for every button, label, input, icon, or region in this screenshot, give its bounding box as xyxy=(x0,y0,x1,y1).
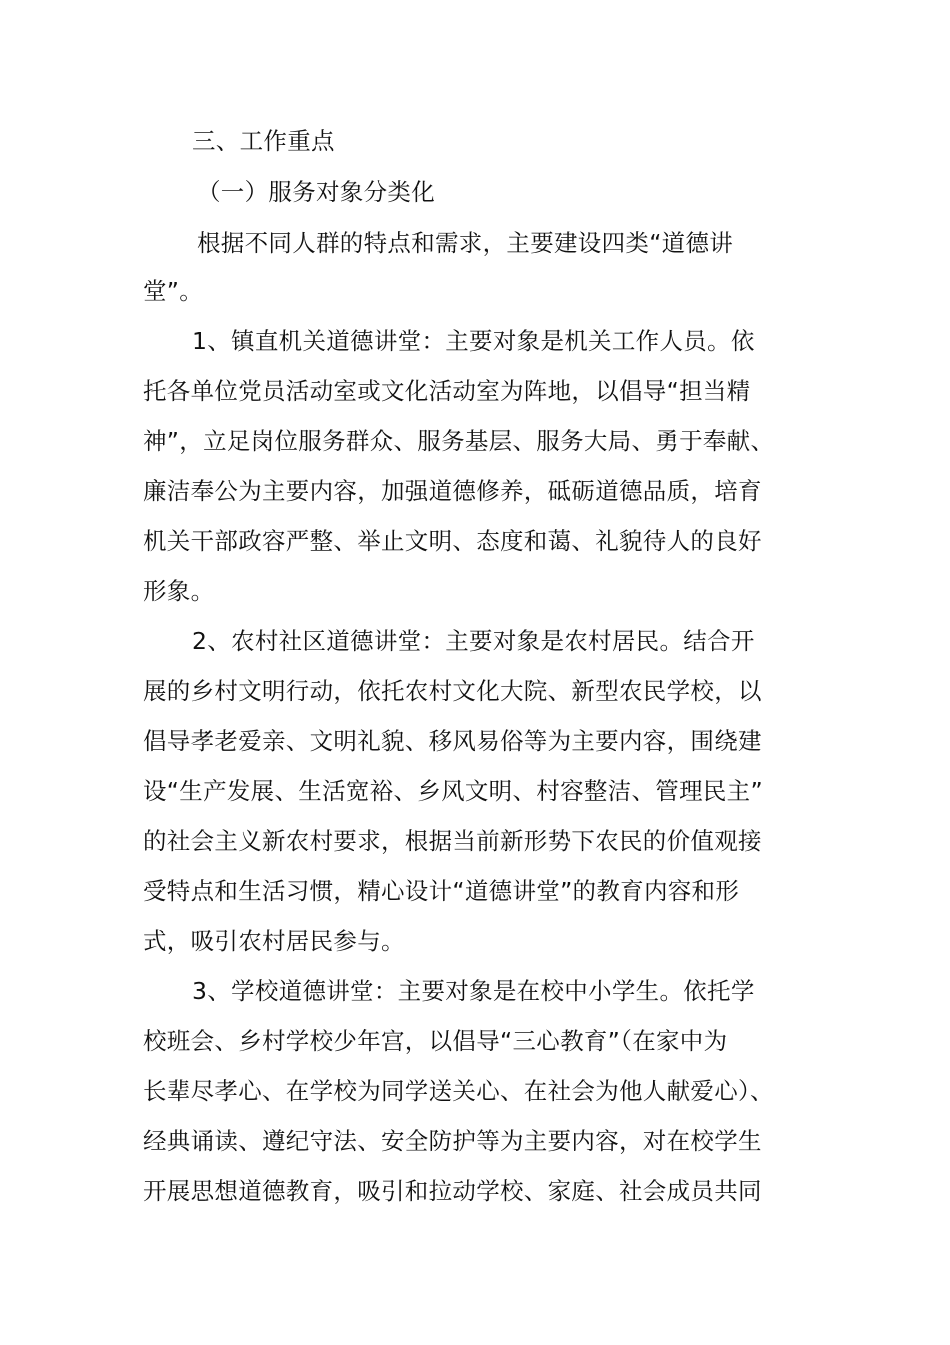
item-1-line: 廉洁奉公为主要内容，加强道德修养，砥砺道德品质，培育 xyxy=(143,477,762,505)
item-2-line: 的社会主义新农村要求，根据当前新形势下农民的价值观接 xyxy=(143,827,762,855)
item-2-line: 设“生产发展、生活宽裕、乡风文明、村容整洁、管理民主” xyxy=(143,777,763,805)
section-heading: 三、工作重点 xyxy=(192,127,335,155)
item-3-line: 校班会、乡村学校少年宫，以倡导“三心教育”（在家中为 xyxy=(143,1027,728,1055)
item-3-line: 3、学校道德讲堂：主要对象是在校中小学生。依托学 xyxy=(192,977,755,1005)
item-2-line: 倡导孝老爱亲、文明礼貌、移风易俗等为主要内容，围绕建 xyxy=(143,727,762,755)
item-2-line: 展的乡村文明行动，依托农村文化大院、新型农民学校，以 xyxy=(143,677,762,705)
intro-line: 根据不同人群的特点和需求，主要建设四类“道德讲 xyxy=(197,229,734,257)
item-1-line: 机关干部政容严整、举止文明、态度和蔼、礼貌待人的良好 xyxy=(143,527,762,555)
subsection-heading: （一）服务对象分类化 xyxy=(197,178,435,206)
item-3-line: 长辈尽孝心、在学校为同学送关心、在社会为他人献爱心）、 xyxy=(143,1077,774,1105)
item-3-line: 开展思想道德教育，吸引和拉动学校、家庭、社会成员共同 xyxy=(143,1177,762,1205)
item-1-line: 神”，立足岗位服务群众、服务基层、服务大局、勇于奉献、 xyxy=(143,427,775,455)
item-2-line: 受特点和生活习惯，精心设计“道德讲堂”的教育内容和形 xyxy=(143,877,740,905)
item-2-line: 2、农村社区道德讲堂：主要对象是农村居民。结合开 xyxy=(192,627,755,655)
item-3-line: 经典诵读、遵纪守法、安全防护等为主要内容，对在校学生 xyxy=(143,1127,762,1155)
intro-line: 堂”。 xyxy=(143,277,204,305)
item-2-line: 式，吸引农村居民参与。 xyxy=(143,927,405,955)
item-1-line: 形象。 xyxy=(143,577,215,605)
item-1-line: 托各单位党员活动室或文化活动室为阵地，以倡导“担当精 xyxy=(143,377,751,405)
item-1-line: 1、镇直机关道德讲堂：主要对象是机关工作人员。依 xyxy=(192,327,755,355)
